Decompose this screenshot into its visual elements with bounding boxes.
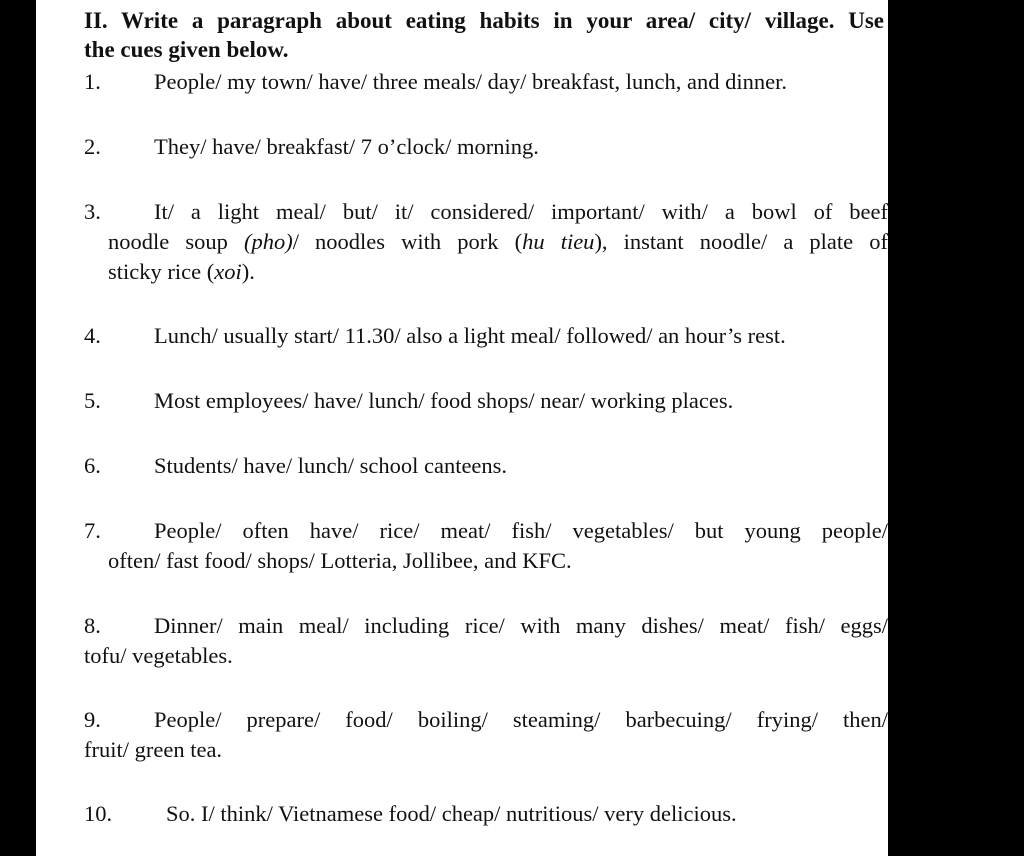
cue-number: 8. xyxy=(84,613,101,638)
cue-number: 4. xyxy=(84,323,101,348)
cue-line-2: tofu/ vegetables. xyxy=(84,643,233,668)
cue-text: Lunch/ usually start/ 11.30/ also a light meal/ followed/ an hour’s rest. xyxy=(154,323,786,348)
heading-line-1: II. Write a paragraph about eating habits in your area/ city/ village. Use xyxy=(84,8,884,33)
document-page xyxy=(36,0,888,856)
cue-text-part: noodle soup xyxy=(108,229,244,254)
cue-text: Most employees/ have/ lunch/ food shops/ near/ working places. xyxy=(154,388,734,413)
cue-number: 5. xyxy=(84,388,101,413)
cue-item-1 xyxy=(84,67,888,97)
cue-number: 2. xyxy=(84,134,101,159)
cue-line-1 xyxy=(84,197,888,227)
cue-item-9 xyxy=(84,705,888,765)
heading-line-2: the cues given below. xyxy=(84,37,289,62)
cue-text-part: sticky rice ( xyxy=(108,259,215,284)
cue-number: 7. xyxy=(84,518,101,543)
cue-number: 3. xyxy=(84,199,101,224)
cue-line-1 xyxy=(84,611,888,641)
cue-text: They/ have/ breakfast/ 7 o’clock/ morning. xyxy=(154,134,539,159)
cue-text-part: ). xyxy=(241,259,255,284)
cue-item-10 xyxy=(84,799,888,829)
cue-number: 6. xyxy=(84,453,101,478)
cue-item-7 xyxy=(84,516,888,576)
cue-text-part: ), instant noodle/ a plate of xyxy=(594,229,888,254)
cue-item-8 xyxy=(84,611,888,671)
cue-item-6 xyxy=(84,451,888,481)
cue-item-5 xyxy=(84,386,888,416)
cue-text: People/ prepare/ food/ boiling/ steaming/ barbecuing/ frying/ then/ xyxy=(154,707,888,732)
cue-number: 9. xyxy=(84,707,101,732)
cue-italic-term: xoi xyxy=(214,259,242,284)
cue-item-3 xyxy=(84,197,888,287)
cue-italic-term: (pho) xyxy=(243,229,293,254)
cue-line-2 xyxy=(84,227,888,257)
cue-item-4 xyxy=(84,321,888,351)
cue-text: People/ often have/ rice/ meat/ fish/ vegetables/ but young people/ xyxy=(154,518,888,543)
cue-text: So. I/ think/ Vietnamese food/ cheap/ nutritious/ very delicious. xyxy=(166,801,737,826)
cue-line-2: fruit/ green tea. xyxy=(84,737,223,762)
cue-line-1 xyxy=(84,705,888,735)
cue-text: It/ a light meal/ but/ it/ considered/ important/ with/ a bowl of beef xyxy=(154,199,888,224)
cue-line-1 xyxy=(84,516,888,546)
exercise-heading xyxy=(84,6,884,64)
cue-text: People/ my town/ have/ three meals/ day/ breakfast, lunch, and dinner. xyxy=(154,69,787,94)
cue-text: Students/ have/ lunch/ school canteens. xyxy=(154,453,508,478)
cue-number: 10. xyxy=(84,801,113,826)
cue-italic-term: hu tieu xyxy=(522,229,595,254)
cue-line-2: often/ fast food/ shops/ Lotteria, Jollibee, and KFC. xyxy=(108,548,572,573)
cue-text: Dinner/ main meal/ including rice/ with many dishes/ meat/ fish/ eggs/ xyxy=(154,613,888,638)
cue-text-part: / noodles with pork ( xyxy=(292,229,523,254)
cue-line-3 xyxy=(84,257,888,287)
cue-item-2 xyxy=(84,132,888,162)
cue-number: 1. xyxy=(84,69,101,94)
